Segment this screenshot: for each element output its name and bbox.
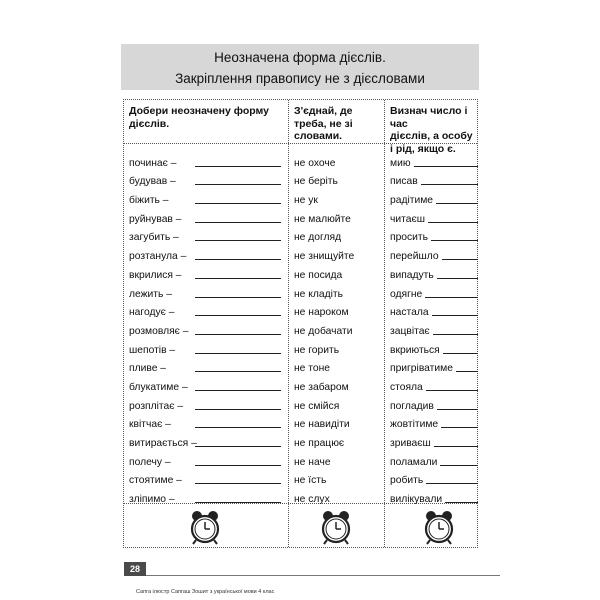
item-word: полечу – bbox=[129, 456, 171, 468]
list-item bbox=[294, 206, 382, 225]
item-word: радітиме bbox=[390, 195, 434, 207]
list-item bbox=[294, 300, 382, 319]
item-word: одягне bbox=[390, 288, 423, 300]
list-item bbox=[129, 225, 279, 244]
item-word: робить bbox=[390, 475, 424, 487]
item-word: стоятиме – bbox=[129, 475, 182, 487]
item-word: вкриються bbox=[390, 344, 440, 356]
list-item bbox=[294, 356, 382, 375]
column-2-header-line: З'єднай, де bbox=[294, 105, 353, 117]
answer-blank-input[interactable] bbox=[442, 259, 478, 260]
answer-blank-input[interactable] bbox=[421, 184, 478, 185]
item-word: вилікували bbox=[390, 494, 443, 506]
answer-blank-input[interactable] bbox=[195, 446, 281, 447]
item-word: розплітає – bbox=[129, 400, 184, 412]
list-item bbox=[294, 486, 382, 505]
list-item bbox=[390, 262, 478, 281]
item-word: блукатиме – bbox=[129, 381, 188, 393]
answer-blank-input[interactable] bbox=[195, 222, 281, 223]
column-2-header bbox=[294, 105, 382, 143]
answer-blank-input[interactable] bbox=[414, 166, 478, 167]
list-item bbox=[390, 243, 478, 262]
item-word: перейшло bbox=[390, 251, 439, 263]
column-2-items bbox=[294, 150, 382, 505]
answer-blank-input[interactable] bbox=[195, 315, 281, 316]
list-item bbox=[129, 206, 279, 225]
answer-blank-input[interactable] bbox=[436, 203, 478, 204]
item-word: загубить – bbox=[129, 232, 179, 244]
title-line-1: Неозначена форма дієслів. bbox=[214, 50, 386, 65]
answer-blank-input[interactable] bbox=[426, 483, 478, 484]
item-word: не добачати bbox=[294, 325, 353, 337]
list-item bbox=[129, 356, 279, 375]
column-divider bbox=[384, 100, 385, 547]
item-word: не працює bbox=[294, 438, 345, 449]
item-word: не горить bbox=[294, 344, 340, 356]
item-word: витирається – bbox=[129, 438, 197, 449]
answer-blank-input[interactable] bbox=[195, 166, 281, 167]
list-item bbox=[129, 187, 279, 206]
list-item bbox=[129, 262, 279, 281]
item-word: вкрилися – bbox=[129, 269, 182, 281]
list-item bbox=[294, 337, 382, 356]
answer-blank-input[interactable] bbox=[425, 297, 478, 298]
item-word: лежить – bbox=[129, 288, 172, 300]
item-word: починає – bbox=[129, 157, 177, 169]
answer-blank-input[interactable] bbox=[445, 502, 478, 503]
answer-blank-input[interactable] bbox=[431, 240, 478, 241]
item-word: не беріть bbox=[294, 176, 338, 188]
column-divider bbox=[288, 100, 289, 547]
item-word: не ук bbox=[294, 195, 318, 207]
list-item bbox=[294, 374, 382, 393]
item-word: руйнував – bbox=[129, 213, 182, 225]
list-item bbox=[390, 486, 478, 505]
list-item bbox=[294, 225, 382, 244]
item-word: розтанула – bbox=[129, 251, 187, 263]
list-item bbox=[294, 468, 382, 487]
list-item bbox=[390, 225, 478, 244]
column-2-header-line: треба, не зі bbox=[294, 117, 353, 130]
item-word: не забаром bbox=[294, 381, 349, 393]
list-item bbox=[294, 393, 382, 412]
list-item bbox=[294, 169, 382, 188]
list-item bbox=[129, 393, 279, 412]
list-item bbox=[129, 374, 279, 393]
list-item bbox=[294, 150, 382, 169]
answer-blank-input[interactable] bbox=[428, 222, 478, 223]
title-line-2: Закріплення правопису не з дієсловами bbox=[175, 71, 425, 86]
item-word: стояла bbox=[390, 381, 423, 393]
list-item bbox=[129, 468, 279, 487]
item-word: не малюйте bbox=[294, 213, 351, 225]
answer-blank-input[interactable] bbox=[195, 278, 281, 279]
list-item bbox=[129, 337, 279, 356]
list-item bbox=[294, 262, 382, 281]
list-item bbox=[129, 430, 279, 449]
list-item bbox=[129, 449, 279, 468]
list-item bbox=[294, 281, 382, 300]
list-item bbox=[129, 486, 279, 505]
answer-blank-input[interactable] bbox=[443, 353, 478, 354]
item-word: не посида bbox=[294, 269, 343, 281]
item-word: шепотів – bbox=[129, 344, 176, 356]
list-item bbox=[390, 206, 478, 225]
list-item bbox=[390, 318, 478, 337]
item-word: не наче bbox=[294, 456, 331, 468]
item-word: не нароком bbox=[294, 307, 349, 319]
column-1-items bbox=[129, 150, 279, 505]
alarm-clock-icon bbox=[188, 510, 222, 546]
list-item bbox=[294, 243, 382, 262]
item-word: читаєш bbox=[390, 213, 425, 225]
footer-text: Сапга ілюстр Сапгаш Зошит з української мови 4 клас bbox=[136, 589, 275, 595]
list-item bbox=[129, 169, 279, 188]
list-item bbox=[294, 430, 382, 449]
list-item bbox=[294, 449, 382, 468]
item-word: не смійся bbox=[294, 400, 340, 412]
column-3-header-line: і рід, якщо є. bbox=[390, 142, 456, 155]
answer-blank-input[interactable] bbox=[195, 259, 281, 260]
item-word: випадуть bbox=[390, 269, 434, 281]
column-1-header bbox=[129, 105, 285, 130]
page-rule bbox=[146, 575, 500, 576]
item-word: не догляд bbox=[294, 232, 342, 244]
item-word: зацвітає bbox=[390, 325, 430, 337]
column-3-header-line: дієслів, а особу bbox=[390, 130, 473, 142]
list-item bbox=[129, 318, 279, 337]
list-item bbox=[129, 243, 279, 262]
answer-blank-input[interactable] bbox=[195, 334, 281, 335]
list-item bbox=[390, 412, 478, 431]
item-word: зриваєш bbox=[390, 438, 431, 449]
item-word: біжить – bbox=[129, 195, 169, 207]
item-word: не кладіть bbox=[294, 288, 344, 300]
list-item bbox=[390, 430, 478, 449]
answer-blank-input[interactable] bbox=[195, 353, 281, 354]
answer-blank-input[interactable] bbox=[195, 297, 281, 298]
list-item bbox=[390, 374, 478, 393]
item-word: жовтітиме bbox=[390, 419, 439, 431]
item-word: поламали bbox=[390, 456, 438, 468]
answer-blank-input[interactable] bbox=[437, 278, 478, 279]
list-item bbox=[390, 468, 478, 487]
item-word: не навидіти bbox=[294, 419, 350, 431]
answer-blank-input[interactable] bbox=[195, 465, 281, 466]
worksheet-table bbox=[123, 99, 478, 548]
list-item bbox=[294, 412, 382, 431]
list-item bbox=[390, 187, 478, 206]
item-word: настала bbox=[390, 307, 429, 319]
item-word: не охоче bbox=[294, 157, 336, 169]
item-word: писав bbox=[390, 176, 418, 188]
item-word: не їсть bbox=[294, 475, 327, 487]
column-2-header-line: словами. bbox=[294, 130, 343, 142]
list-item bbox=[390, 300, 478, 319]
answer-blank-input[interactable] bbox=[195, 184, 281, 185]
list-item bbox=[129, 412, 279, 431]
column-3-items bbox=[390, 150, 478, 505]
answer-blank-input[interactable] bbox=[426, 390, 478, 391]
title-banner bbox=[121, 44, 479, 90]
answer-blank-input[interactable] bbox=[433, 334, 478, 335]
answer-blank-input[interactable] bbox=[432, 315, 478, 316]
answer-blank-input[interactable] bbox=[195, 240, 281, 241]
item-word: не слух bbox=[294, 494, 330, 506]
column-3-header-line: Визнач число і час bbox=[390, 105, 468, 130]
list-item bbox=[294, 318, 382, 337]
answer-blank-input[interactable] bbox=[195, 203, 281, 204]
list-item bbox=[129, 150, 279, 169]
item-word: пригріватиме bbox=[390, 363, 453, 375]
item-word: нагодує – bbox=[129, 307, 175, 319]
column-1-header-line: Добери неозначену форму bbox=[129, 105, 269, 117]
answer-blank-input[interactable] bbox=[195, 427, 281, 428]
answer-blank-input[interactable] bbox=[195, 371, 281, 372]
column-1-header-line: дієслів. bbox=[129, 117, 170, 130]
list-item bbox=[390, 150, 478, 169]
item-word: розмовляє – bbox=[129, 325, 189, 337]
list-item bbox=[390, 169, 478, 188]
list-item bbox=[390, 356, 478, 375]
item-word: будував – bbox=[129, 176, 176, 188]
list-item bbox=[390, 449, 478, 468]
item-word: не тоне bbox=[294, 363, 331, 375]
answer-blank-input[interactable] bbox=[195, 483, 281, 484]
item-word: пливе – bbox=[129, 363, 167, 375]
column-3-header bbox=[390, 105, 478, 155]
answer-blank-input[interactable] bbox=[437, 409, 478, 410]
answer-blank-input[interactable] bbox=[195, 409, 281, 410]
item-word: квітчає – bbox=[129, 419, 171, 431]
item-word: не знищуйте bbox=[294, 251, 355, 263]
item-word: мию bbox=[390, 157, 411, 169]
list-item bbox=[390, 337, 478, 356]
list-item bbox=[129, 300, 279, 319]
list-item bbox=[390, 281, 478, 300]
page-number: 28 bbox=[124, 562, 146, 576]
item-word: погладив bbox=[390, 400, 434, 412]
answer-blank-input[interactable] bbox=[195, 502, 281, 503]
list-item bbox=[294, 187, 382, 206]
answer-blank-input[interactable] bbox=[456, 371, 478, 372]
list-item bbox=[129, 281, 279, 300]
item-word: просить bbox=[390, 232, 429, 244]
alarm-clock-icon bbox=[422, 510, 456, 546]
item-word: зліпимо – bbox=[129, 494, 175, 506]
answer-blank-input[interactable] bbox=[195, 390, 281, 391]
answer-blank-input[interactable] bbox=[440, 465, 478, 466]
answer-blank-input[interactable] bbox=[434, 446, 478, 447]
alarm-clock-icon bbox=[319, 510, 353, 546]
list-item bbox=[390, 393, 478, 412]
answer-blank-input[interactable] bbox=[441, 427, 478, 428]
